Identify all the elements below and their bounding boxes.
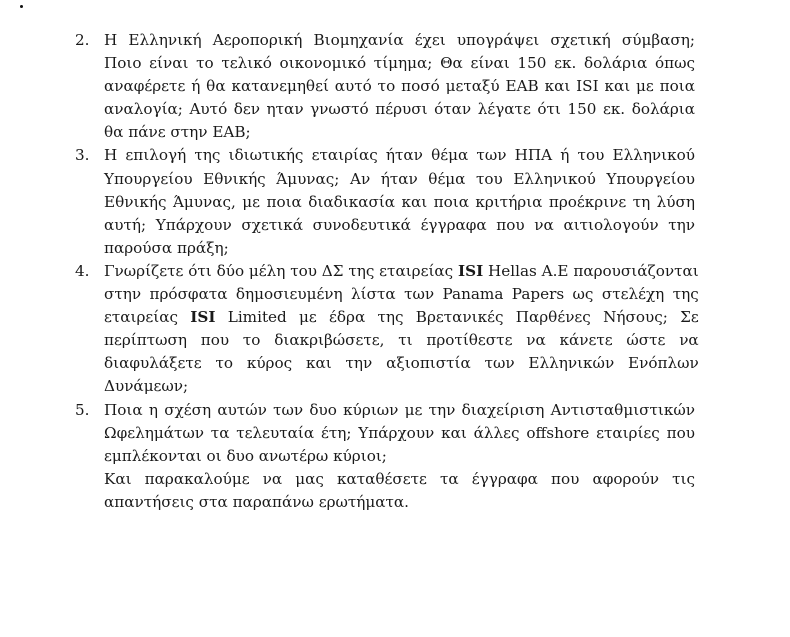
- item-number: 3.: [75, 146, 90, 165]
- text-line: αναλογία; Αυτό δεν ηταν γνωστό πέρυσι όταν λέγατε ότι 150 εκ. δολάρια: [104, 100, 695, 119]
- text-line: Η επιλογή της ιδιωτικής εταιρίας ήταν θέμα των ΗΠΑ ή του Ελληνικού: [104, 146, 695, 165]
- text-line: Ωφελημάτων τα τελευταία έτη; Υπάρχουν και άλλες offshore εταιρίες που: [104, 423, 695, 442]
- text-line: [104, 375, 699, 398]
- text-run: Limited με έδρα της Βρετανικές Παρθένες Νήσους; Σε: [215, 308, 699, 327]
- text-run: Δυνάμεων;: [104, 377, 189, 396]
- text-line: απαντήσεις στα παραπάνω ερωτήματα.: [104, 492, 410, 511]
- text-run: διαφυλάξετε το κύρος και την αξιοπιστία των Ελληνικών Ενόπλων: [104, 354, 699, 373]
- text-line: θα πάνε στην ΕΑΒ;: [104, 123, 251, 142]
- text-line: Ποιο είναι το τελικό οικονομικό τίμημα; Θα είναι 150 εκ. δολάρια όπως: [104, 54, 695, 73]
- company-name-bold: ISI: [190, 308, 216, 327]
- item-number: 5.: [75, 400, 90, 419]
- question-item-4: [75, 260, 699, 399]
- text-line: Ποια η σχέση αυτών των δυο κύριων με την διαχείριση Αντισταθμιστικών: [104, 400, 695, 419]
- text-run: στην πρόσφατα δημοσιευμένη λίστα των Panama Papers ως στελέχη της: [104, 285, 699, 304]
- text-run: εταιρείας: [104, 308, 191, 327]
- text-line: [104, 306, 699, 329]
- closing-paragraph: [104, 468, 695, 514]
- text-line: εμπλέκονται οι δυο ανωτέρω κύριοι;: [104, 446, 387, 465]
- question-item-3: [75, 144, 695, 259]
- text-line: Και παρακαλούμε να μας καταθέσετε τα έγγραφα που αφορούν τις: [104, 469, 695, 488]
- text-line: παρούσα πράξη;: [104, 238, 229, 257]
- item-text: [104, 399, 695, 468]
- text-run: Γνωρίζετε ότι δύο μέλη του ΔΣ της εταιρείας: [104, 261, 458, 280]
- text-run: Hellas A.E παρουσιάζονται: [483, 261, 699, 280]
- text-line: Υπουργείου Εθνικής Άμυνας; Αν ήταν θέμα του Ελληνικού Υπουργείου: [104, 169, 695, 188]
- document-body: [75, 29, 699, 514]
- text-line: [104, 329, 699, 352]
- item-number: 4.: [75, 261, 90, 280]
- text-line: αναφέρετε ή θα κατανεμηθεί αυτό το ποσό μεταξύ ΕΑΒ και ISI και με ποια: [104, 77, 695, 96]
- item-text: [104, 260, 699, 399]
- item-text: [104, 144, 695, 259]
- text-line: Εθνικής Άμυνας, με ποια διαδικασία και ποια κριτήρια προέκρινε τη λύση: [104, 192, 695, 211]
- item-text: [104, 29, 695, 144]
- item-number: 2.: [75, 31, 90, 49]
- text-line: [104, 260, 699, 283]
- question-item-2: [75, 29, 695, 144]
- text-line: [104, 352, 699, 375]
- text-line: [104, 283, 699, 306]
- company-name-bold: ISI: [458, 261, 484, 280]
- text-line: Η Ελληνική Αεροπορική Βιομηχανία έχει υπογράψει σχετική σύμβαση;: [104, 31, 695, 49]
- text-run: περίπτωση που το διακριβώσετε, τι προτίθεστε να κάνετε ώστε να: [104, 331, 699, 350]
- question-item-5: [75, 399, 695, 468]
- text-line: αυτή; Υπάρχουν σχετικά συνοδευτικά έγγραφα που να αιτιολογούν την: [104, 215, 695, 234]
- stray-bullet-mark: [20, 5, 23, 8]
